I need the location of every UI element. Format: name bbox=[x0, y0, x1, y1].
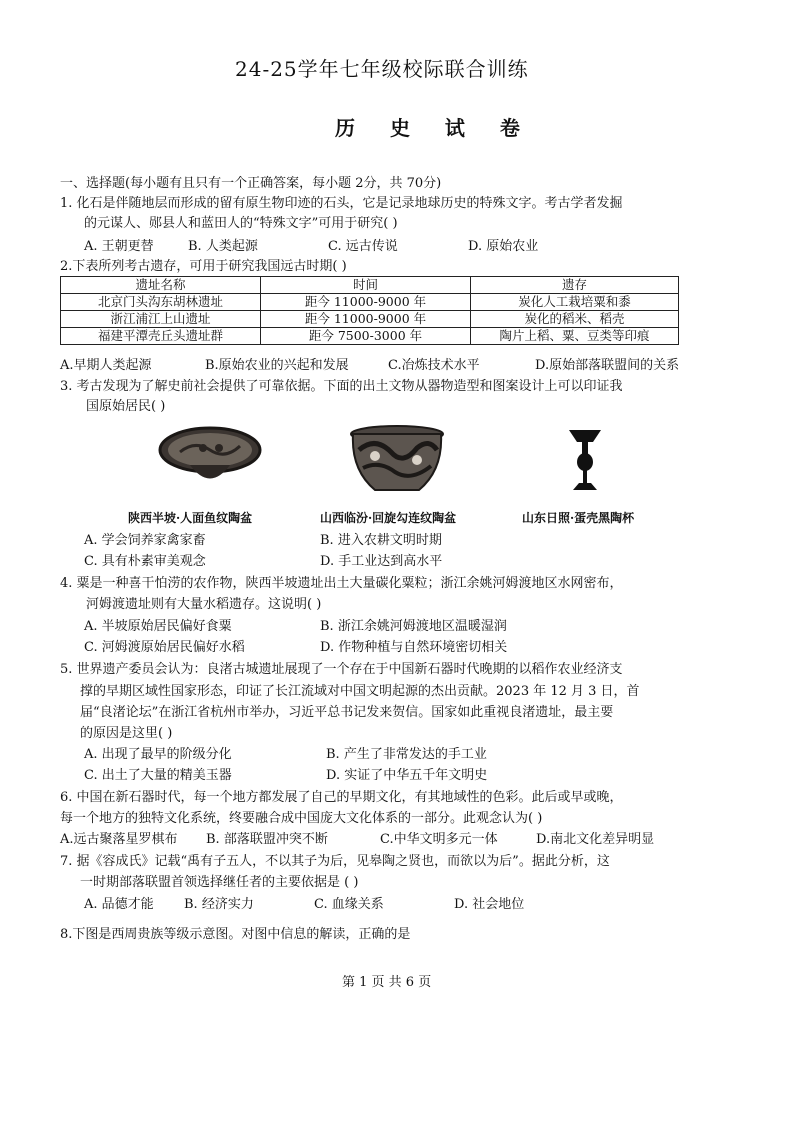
q2-option-b: B.原始农业的兴起和发展 bbox=[205, 358, 349, 373]
q4-stem-line2: 河姆渡遗址则有大量水稻遗存。这说明( ) bbox=[86, 597, 322, 612]
q2-option-d: D.原始部落联盟间的关系 bbox=[535, 358, 680, 373]
q3-stem-line2: 国原始居民( ) bbox=[86, 399, 166, 414]
q3-option-d: D. 手工业达到高水平 bbox=[320, 554, 443, 569]
q5-stem-line4: 的原因是这里( ) bbox=[80, 726, 173, 741]
q3-option-a: A. 学会饲养家禽家畜 bbox=[84, 533, 206, 548]
q2-stem: 2.下表所列考古遗存，可用于研究我国远古时期( ) bbox=[60, 259, 347, 274]
q5-option-c: C. 出土了大量的精美玉器 bbox=[84, 768, 232, 783]
table-header: 时间 bbox=[261, 277, 471, 294]
table-cell: 距今 11000-9000 年 bbox=[261, 294, 471, 311]
q5-option-a: A. 出现了最早的阶级分化 bbox=[84, 747, 232, 762]
relics-table bbox=[60, 276, 679, 345]
q8-stem: 8.下图是西周贵族等级示意图。对图中信息的解读，正确的是 bbox=[60, 927, 411, 942]
q5-option-b: B. 产生了非常发达的手工业 bbox=[326, 747, 487, 762]
page-number: 第 1 页 共 6 页 bbox=[342, 975, 432, 990]
q2-option-a: A.早期人类起源 bbox=[60, 358, 152, 373]
caption-eggshell-cup: 山东日照·蛋壳黑陶杯 bbox=[522, 511, 635, 525]
q2-option-c: C.冶炼技术水平 bbox=[388, 358, 480, 373]
table-cell: 福建平潭壳丘头遗址群 bbox=[61, 328, 261, 345]
q7-option-a: A. 品德才能 bbox=[84, 897, 154, 912]
table-cell: 距今 11000-9000 年 bbox=[261, 311, 471, 328]
table-cell: 陶片上稻、粟、豆类等印痕 bbox=[471, 328, 679, 345]
q5-stem-line1: 5. 世界遗产委员会认为：良渚古城遗址展现了一个存在于中国新石器时代晚期的以稻作农业经济支 bbox=[60, 662, 623, 677]
q7-option-b: B. 经济实力 bbox=[184, 897, 254, 912]
q3-option-c: C. 具有朴素审美观念 bbox=[84, 554, 206, 569]
q3-stem-line1: 3. 考古发现为了解史前社会提供了可靠依据。下面的出土文物从器物造型和图案设计上可以印证我 bbox=[60, 379, 623, 394]
fish-basin-image bbox=[155, 420, 265, 500]
q1-stem-line2: 的元谋人、郧县人和蓝田人的“特殊文字”可用于研究( ) bbox=[84, 216, 398, 231]
table-row bbox=[61, 311, 679, 328]
q6-option-b: B. 部落联盟冲突不断 bbox=[206, 832, 328, 847]
table-row bbox=[61, 294, 679, 311]
table-header: 遗址名称 bbox=[61, 277, 261, 294]
swirl-basin-image bbox=[345, 420, 450, 502]
table-cell: 炭化人工栽培粟和黍 bbox=[471, 294, 679, 311]
q1-option-d: D. 原始农业 bbox=[468, 239, 539, 254]
q7-stem-line1: 7. 据《容成氏》记载“禹有子五人，不以其子为后，见皋陶之贤也，而欲以为后”。据此分析，这 bbox=[60, 854, 610, 869]
q7-stem-line2: 一时期部落联盟首领选择继任者的主要依据是 ( ) bbox=[80, 875, 359, 890]
table-cell: 北京门头沟东胡林遗址 bbox=[61, 294, 261, 311]
q5-stem-line2: 撑的早期区域性国家形态，印证了长江流域对中国文明起源的杰出贡献。2023 年 12 月 3 日，首 bbox=[80, 684, 640, 699]
q4-option-a: A. 半坡原始居民偏好食粟 bbox=[84, 619, 232, 634]
q7-option-c: C. 血缘关系 bbox=[314, 897, 384, 912]
q1-option-c: C. 远古传说 bbox=[328, 239, 398, 254]
table-header: 遗存 bbox=[471, 277, 679, 294]
exam-subtitle: 历 史 试 卷 bbox=[335, 116, 534, 140]
section-heading: 一、选择题(每小题有且只有一个正确答案，每小题 2分，共 70分) bbox=[60, 176, 442, 191]
q6-stem-line1: 6. 中国在新石器时代，每一个地方都发展了自己的早期文化，有其地域性的色彩。此后或早或晚， bbox=[60, 790, 623, 805]
caption-fish-basin: 陕西半坡·人面鱼纹陶盆 bbox=[128, 511, 253, 525]
q6-option-c: C.中华文明多元一体 bbox=[380, 832, 498, 847]
table-header-row bbox=[61, 277, 679, 294]
q4-option-d: D. 作物种植与自然环境密切相关 bbox=[320, 640, 508, 655]
q5-option-d: D. 实证了中华五千年文明史 bbox=[326, 768, 488, 783]
table-row bbox=[61, 328, 679, 345]
q1-option-b: B. 人类起源 bbox=[188, 239, 258, 254]
q3-option-b: B. 进入农耕文明时期 bbox=[320, 533, 442, 548]
caption-swirl-basin: 山西临汾·回旋勾连纹陶盆 bbox=[320, 511, 457, 525]
q6-stem-line2: 每一个地方的独特文化系统，终要融合成中国庞大文化体系的一部分。此观念认为( ) bbox=[60, 811, 543, 826]
table-cell: 炭化的稻米、稻壳 bbox=[471, 311, 679, 328]
table-cell: 浙江浦江上山遗址 bbox=[61, 311, 261, 328]
q7-option-d: D. 社会地位 bbox=[454, 897, 525, 912]
q5-stem-line3: 届“良渚论坛”在浙江省杭州市举办，习近平总书记发来贺信。国家如此重视良渚遗址，最主要 bbox=[80, 705, 614, 720]
q6-option-a: A.远古聚落星罗棋布 bbox=[60, 832, 178, 847]
exam-title: 24-25学年七年级校际联合训练 bbox=[235, 57, 529, 81]
q1-stem-line1: 1. 化石是伴随地层而形成的留有原生物印迹的石头，它是记录地球历史的特殊文字。考古学者发掘 bbox=[60, 196, 623, 211]
q1-option-a: A. 王朝更替 bbox=[84, 239, 154, 254]
q4-option-b: B. 浙江余姚河姆渡地区温暖湿润 bbox=[320, 619, 507, 634]
q6-option-d: D.南北文化差异明显 bbox=[536, 832, 655, 847]
q4-stem-line1: 4. 粟是一种喜干怕涝的农作物，陕西半坡遗址出土大量碳化粟粒；浙江余姚河姆渡地区水网密布， bbox=[60, 576, 623, 591]
q4-option-c: C. 河姆渡原始居民偏好水稻 bbox=[84, 640, 245, 655]
eggshell-cup-image bbox=[565, 428, 605, 498]
table-cell: 距今 7500-3000 年 bbox=[261, 328, 471, 345]
